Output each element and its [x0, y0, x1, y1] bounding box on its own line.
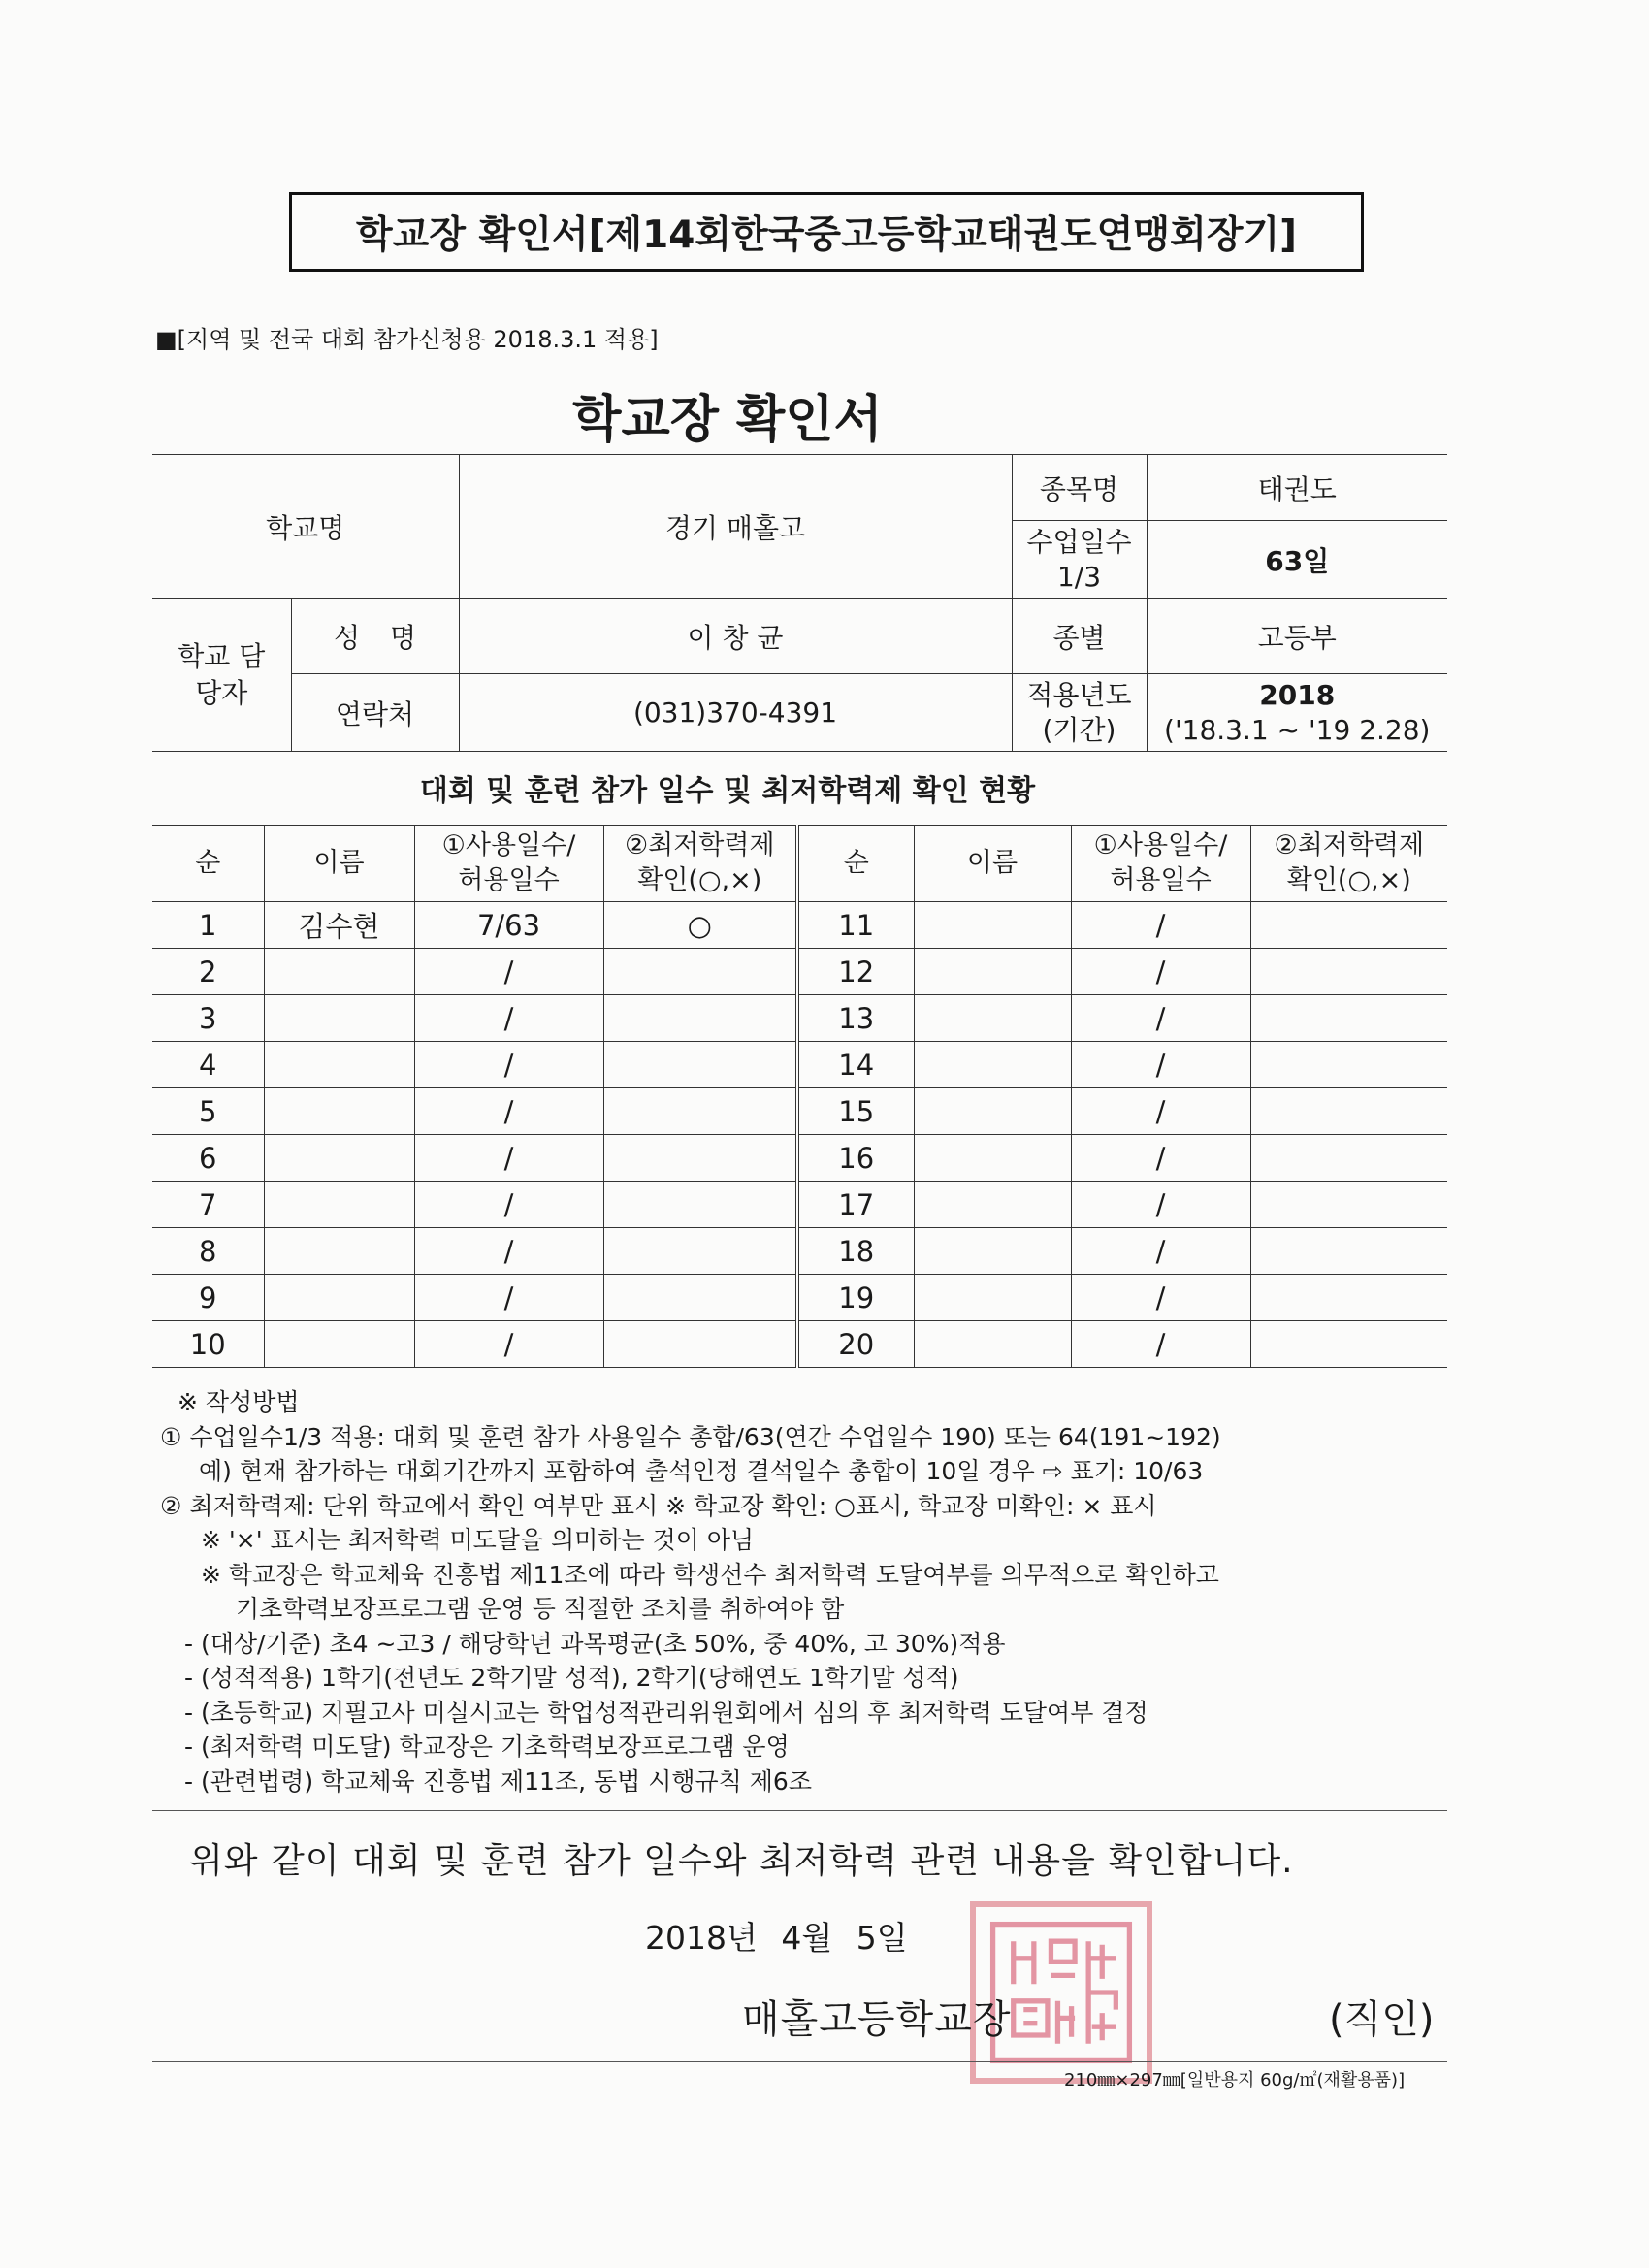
- row-check: [1250, 1135, 1447, 1182]
- row-name: [914, 1088, 1071, 1135]
- issue-date: 2018년 4월 5일: [645, 1919, 908, 1957]
- row-no: 13: [797, 995, 914, 1042]
- school-signature: 매홀고등학교장: [742, 1997, 1012, 2042]
- row-no: 16: [797, 1135, 914, 1182]
- manager-label-text: 학교 담당자: [178, 639, 266, 709]
- table-row: [152, 902, 1447, 949]
- row-days: /: [1071, 1321, 1250, 1368]
- school-name-value: 경기 매홀고: [459, 455, 1012, 599]
- row-check: [1250, 1182, 1447, 1228]
- row-days: /: [414, 1088, 603, 1135]
- table-row: [152, 1228, 1447, 1275]
- table-row: [152, 1182, 1447, 1228]
- school-info-table: [152, 454, 1447, 752]
- row-name: [264, 1135, 414, 1182]
- row-name: 김수현: [264, 902, 414, 949]
- row-days: /: [1071, 1275, 1250, 1321]
- row-no: 17: [797, 1182, 914, 1228]
- row-days: /: [414, 1228, 603, 1275]
- row-check: [1250, 1042, 1447, 1088]
- row-check: [1250, 1228, 1447, 1275]
- header-check-right-text: ②최저학력제 확인(○,×): [1274, 830, 1425, 895]
- row-check: [603, 1321, 797, 1368]
- row-no: 3: [152, 995, 264, 1042]
- table-row: [152, 1321, 1447, 1368]
- row-no: 7: [152, 1182, 264, 1228]
- row-days: /: [1071, 1042, 1250, 1088]
- event-label: 종목명: [1012, 455, 1147, 521]
- division-label: 종별: [1012, 599, 1147, 674]
- row-days: 7/63: [414, 902, 603, 949]
- row-check: [603, 949, 797, 995]
- document-banner-title: 학교장 확인서[제14회한국중고등학교태권도연맹회장기]: [289, 192, 1364, 272]
- divider-bottom: [152, 2061, 1447, 2062]
- row-name: [914, 949, 1071, 995]
- row-no: 4: [152, 1042, 264, 1088]
- row-no: 11: [797, 902, 914, 949]
- row-name: [914, 1182, 1071, 1228]
- row-name: [914, 1275, 1071, 1321]
- instruction-line: ※ 작성방법: [178, 1388, 300, 1416]
- row-name: [264, 1088, 414, 1135]
- year-label-text: 적용년도 (기간): [1026, 678, 1132, 746]
- row-check: [603, 1135, 797, 1182]
- class-days-label-text: 수업일수 1/3: [1026, 525, 1132, 593]
- instruction-line: - (성적적용) 1학기(전년도 2학기말 성적), 2학기(당해연도 1학기말 성적): [184, 1664, 959, 1692]
- instruction-line: ② 최저학력제: 단위 학교에서 확인 여부만 표시 ※ 학교장 확인: ○표시, 학교장 미확인: × 표시: [160, 1491, 1157, 1520]
- row-days: /: [1071, 1228, 1250, 1275]
- participation-table: [152, 825, 1447, 1368]
- instruction-line: 기초학력보장프로그램 운영 등 적절한 조치를 취하여야 함: [236, 1595, 845, 1623]
- row-days: /: [414, 1135, 603, 1182]
- table-row: [152, 949, 1447, 995]
- row-name: [264, 1275, 414, 1321]
- instruction-line: ※ '×' 표시는 최저학력 미도달을 의미하는 것이 아님: [201, 1526, 755, 1554]
- row-no: 2: [152, 949, 264, 995]
- seal-label: (직인): [1329, 1997, 1435, 2042]
- row-check: [603, 1228, 797, 1275]
- row-no: 18: [797, 1228, 914, 1275]
- row-name: [264, 995, 414, 1042]
- paper-spec: 210㎜×297㎜[일반용지 60g/㎡(재활용품)]: [1064, 2070, 1406, 2090]
- school-name-label: 학교명: [152, 455, 459, 599]
- class-days-label: [1012, 521, 1147, 599]
- row-days: /: [414, 1182, 603, 1228]
- row-no: 5: [152, 1088, 264, 1135]
- row-no: 1: [152, 902, 264, 949]
- row-days: /: [414, 1042, 603, 1088]
- row-days: /: [414, 1321, 603, 1368]
- header-no-right: 순: [797, 826, 914, 902]
- application-note: ■[지역 및 전국 대회 참가신청용 2018.3.1 적용]: [155, 326, 659, 353]
- header-days: [414, 826, 603, 902]
- row-days: /: [1071, 995, 1250, 1042]
- manager-label: [152, 599, 291, 752]
- class-days-value: 63일: [1147, 521, 1447, 599]
- row-no: 8: [152, 1228, 264, 1275]
- row-no: 6: [152, 1135, 264, 1182]
- row-check: [1250, 995, 1447, 1042]
- row-no: 15: [797, 1088, 914, 1135]
- row-name: [914, 1135, 1071, 1182]
- row-days: /: [414, 1275, 603, 1321]
- instruction-line: - (초등학교) 지필고사 미실시교는 학업성적관리위원회에서 심의 후 최저학력 도달여부 결정: [184, 1698, 1148, 1727]
- row-name: [914, 995, 1071, 1042]
- header-check-text: ②최저학력제 확인(○,×): [624, 830, 775, 895]
- header-days-right-text: ①사용일수/ 허용일수: [1093, 830, 1228, 895]
- row-days: /: [414, 949, 603, 995]
- header-check-right: [1250, 826, 1447, 902]
- year-label: [1012, 674, 1147, 752]
- instruction-line: ※ 학교장은 학교체육 진흥법 제11조에 따라 학생선수 최저학력 도달여부를 의무적으로 확인하고: [201, 1560, 1219, 1589]
- instruction-line: 예) 현재 참가하는 대회기간까지 포함하여 출석인정 결석일수 총합이 10일 경우 ⇨ 표기: 10/63: [199, 1457, 1204, 1485]
- row-check: ○: [603, 902, 797, 949]
- table-title: 대회 및 훈련 참가 일수 및 최저학력제 확인 현황: [419, 774, 1036, 808]
- header-check: [603, 826, 797, 902]
- header-name: 이름: [264, 826, 414, 902]
- row-check: [603, 1275, 797, 1321]
- row-days: /: [1071, 949, 1250, 995]
- name-label: 성 명: [291, 599, 459, 674]
- row-name: [264, 1182, 414, 1228]
- instruction-line: - (관련법령) 학교체육 진흥법 제11조, 동법 시행규칙 제6조: [184, 1766, 812, 1796]
- table-row: [152, 1275, 1447, 1321]
- instruction-line: - (최저학력 미도달) 학교장은 기초학력보장프로그램 운영: [184, 1733, 790, 1761]
- row-days: /: [1071, 1088, 1250, 1135]
- row-days: /: [414, 995, 603, 1042]
- page-title: 학교장 확인서: [572, 391, 883, 449]
- instruction-line: - (대상/기준) 초4 ~고3 / 해당학년 과목평균(초 50%, 중 40%, 고 30%)적용: [184, 1629, 1006, 1658]
- confirmation-statement: 위와 같이 대회 및 훈련 참가 일수와 최저학력 관련 내용을 확인합니다.: [189, 1841, 1294, 1881]
- row-check: [603, 995, 797, 1042]
- row-check: [1250, 1275, 1447, 1321]
- row-check: [603, 1042, 797, 1088]
- year-value-period: ('18.3.1 ~ '19 2.28): [1164, 713, 1431, 746]
- name-value: 이 창 균: [459, 599, 1012, 674]
- row-days: /: [1071, 1182, 1250, 1228]
- table-row: [152, 1135, 1447, 1182]
- instructions: [160, 1385, 1460, 1798]
- row-name: [914, 1228, 1071, 1275]
- row-name: [264, 1321, 414, 1368]
- table-row: [152, 995, 1447, 1042]
- row-check: [1250, 949, 1447, 995]
- row-no: 14: [797, 1042, 914, 1088]
- table-row: [152, 1042, 1447, 1088]
- row-name: [914, 1321, 1071, 1368]
- row-no: 20: [797, 1321, 914, 1368]
- row-check: [603, 1088, 797, 1135]
- table-header-row: [152, 826, 1447, 902]
- row-days: /: [1071, 902, 1250, 949]
- row-name: [264, 949, 414, 995]
- row-name: [264, 1228, 414, 1275]
- header-name-right: 이름: [914, 826, 1071, 902]
- row-check: [1250, 1088, 1447, 1135]
- row-name: [914, 1042, 1071, 1088]
- table-row: [152, 1088, 1447, 1135]
- row-name: [264, 1042, 414, 1088]
- row-check: [603, 1182, 797, 1228]
- row-no: 9: [152, 1275, 264, 1321]
- event-value: 태권도: [1147, 455, 1447, 521]
- division-value: 고등부: [1147, 599, 1447, 674]
- header-days-text: ①사용일수/ 허용일수: [441, 830, 576, 895]
- row-no: 12: [797, 949, 914, 995]
- row-days: /: [1071, 1135, 1250, 1182]
- row-no: 19: [797, 1275, 914, 1321]
- row-no: 10: [152, 1321, 264, 1368]
- year-value-year: 2018: [1259, 678, 1336, 711]
- contact-value: (031)370-4391: [459, 674, 1012, 752]
- instruction-line: ① 수업일수1/3 적용: 대회 및 훈련 참가 사용일수 총합/63(연간 수업일수 190) 또는 64(191~192): [160, 1422, 1221, 1451]
- row-name: [914, 902, 1071, 949]
- divider-top: [152, 1810, 1447, 1811]
- contact-label: 연락처: [291, 674, 459, 752]
- header-days-right: [1071, 826, 1250, 902]
- year-value: [1147, 674, 1447, 752]
- row-check: [1250, 1321, 1447, 1368]
- header-no: 순: [152, 826, 264, 902]
- row-check: [1250, 902, 1447, 949]
